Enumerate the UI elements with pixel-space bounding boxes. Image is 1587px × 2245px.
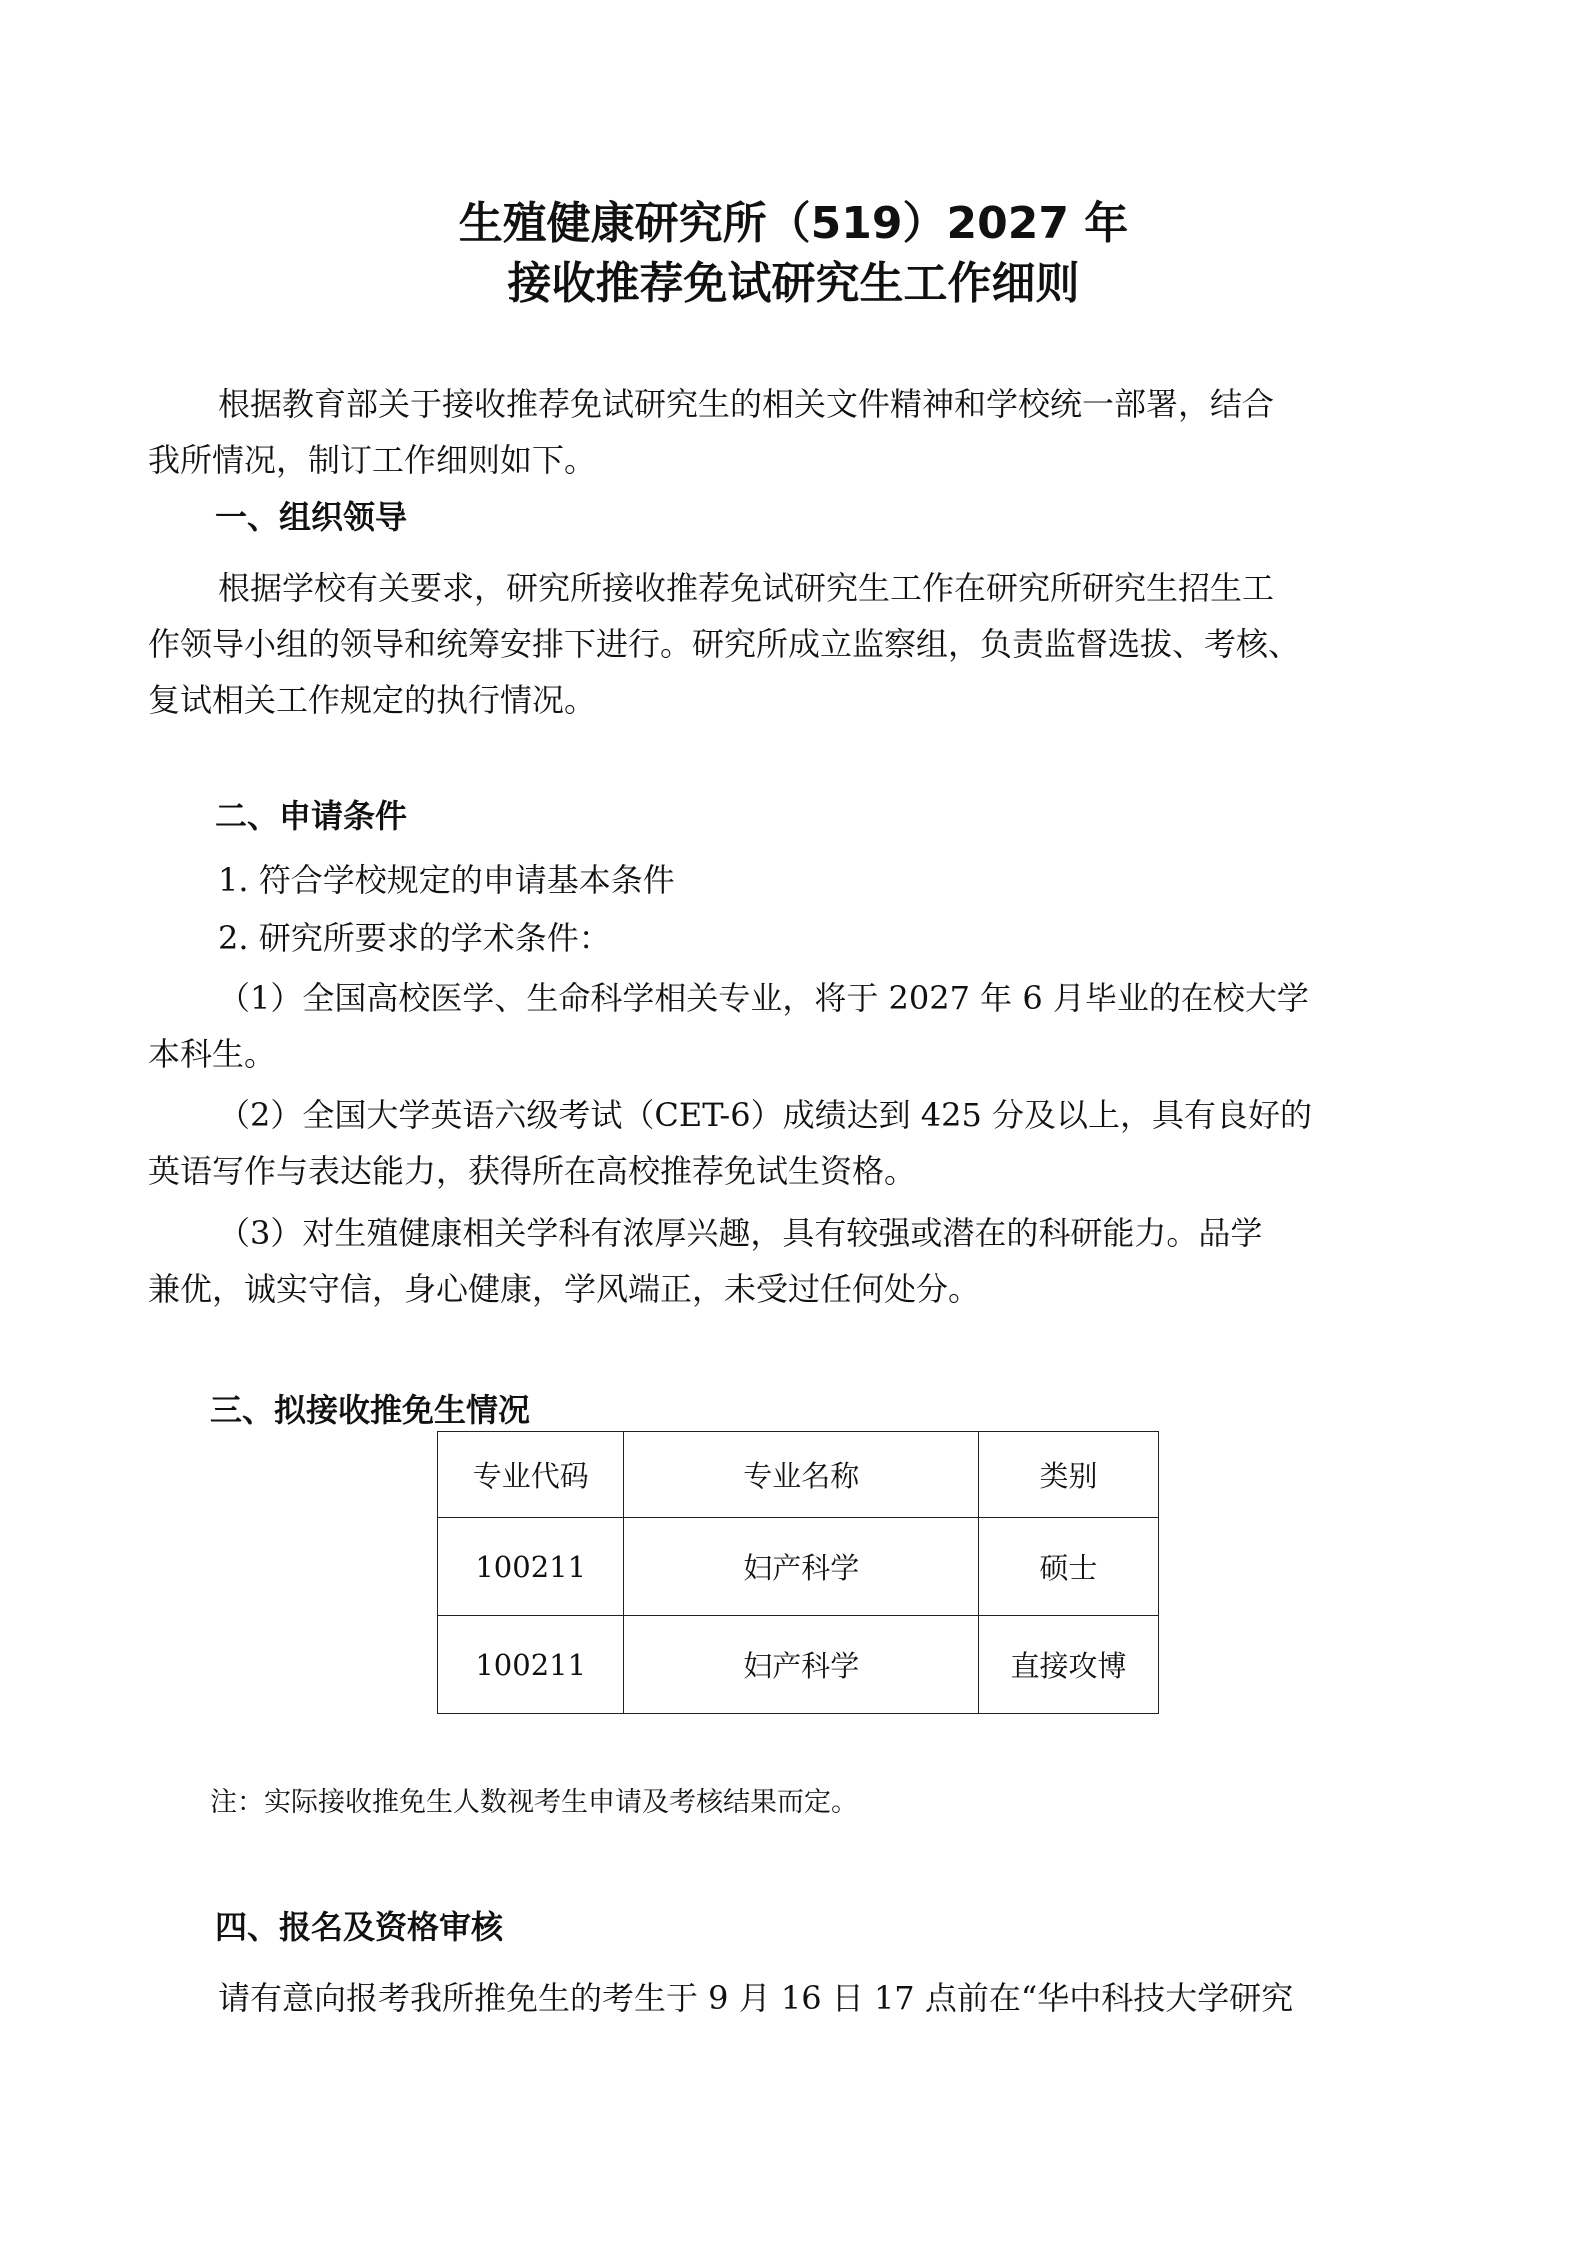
table-cell: 100211 (438, 1616, 624, 1714)
table-cell: 妇产科学 (624, 1616, 979, 1714)
organization-line-1: 根据学校有关要求，研究所接收推荐免试研究生工作在研究所研究生招生工 (218, 569, 1275, 607)
registration-line-1: 请有意向报考我所推免生的考生于 9 月 16 日 17 点前在“华中科技大学研究 (218, 1979, 1294, 2017)
academic-condition-2-line-2: 英语写作与表达能力，获得所在高校推荐免试生资格。 (148, 1152, 917, 1190)
table-row (438, 1518, 1159, 1616)
academic-condition-3 (148, 1205, 1448, 1317)
academic-condition-1-line-1: （1）全国高校医学、生命科学相关专业，将于 2027 年 6 月毕业的在校大学 (218, 979, 1309, 1017)
document-title-line-2: 接收推荐免试研究生工作细则 (507, 258, 1080, 309)
table-cell: 直接攻博 (979, 1616, 1159, 1714)
condition-item-2: 2. 研究所要求的学术条件： (218, 919, 611, 957)
registration-paragraph (148, 1970, 1448, 2026)
intro-paragraph (148, 376, 1448, 488)
academic-condition-3-line-2: 兼优，诚实守信，身心健康，学风端正，未受过任何处分。 (148, 1270, 981, 1308)
organization-line-2: 作领导小组的领导和统筹安排下进行。研究所成立监察组，负责监督选拔、考核、 (148, 625, 1301, 663)
intro-line-2: 我所情况，制订工作细则如下。 (148, 441, 597, 479)
condition-item-1: 1. 符合学校规定的申请基本条件 (218, 861, 675, 899)
academic-condition-1 (148, 970, 1448, 1082)
academic-condition-1-line-2: 本科生。 (148, 1035, 277, 1073)
table-header-cell: 专业代码 (438, 1432, 624, 1518)
table-cell: 100211 (438, 1518, 624, 1616)
section-heading-planned-admission: 三、拟接收推免生情况 (210, 1391, 531, 1429)
academic-condition-2 (148, 1087, 1448, 1199)
table-cell: 硕士 (979, 1518, 1159, 1616)
table-footnote: 注：实际接收推免生人数视考生申请及考核结果而定。 (210, 1787, 858, 1818)
academic-condition-3-line-1: （3）对生殖健康相关学科有浓厚兴趣，具有较强或潜在的科研能力。品学 (218, 1214, 1263, 1252)
table-cell: 妇产科学 (624, 1518, 979, 1616)
table-row (438, 1616, 1159, 1714)
section-heading-conditions: 二、申请条件 (215, 797, 408, 835)
section-heading-registration: 四、报名及资格审核 (215, 1908, 504, 1946)
table-header-row (438, 1432, 1159, 1518)
organization-line-3: 复试相关工作规定的执行情况。 (148, 681, 597, 719)
intro-line-1: 根据教育部关于接收推荐免试研究生的相关文件精神和学校统一部署，结合 (218, 385, 1275, 423)
section-heading-organization: 一、组织领导 (215, 498, 408, 536)
table-header-cell: 类别 (979, 1432, 1159, 1518)
table-header-cell: 专业名称 (624, 1432, 979, 1518)
majors-table (437, 1431, 1159, 1714)
academic-condition-2-line-1: （2）全国大学英语六级考试（CET-6）成绩达到 425 分及以上，具有良好的 (218, 1096, 1313, 1134)
organization-paragraph (148, 560, 1448, 728)
document-title-line-1: 生殖健康研究所（519）2027 年 (458, 198, 1129, 249)
